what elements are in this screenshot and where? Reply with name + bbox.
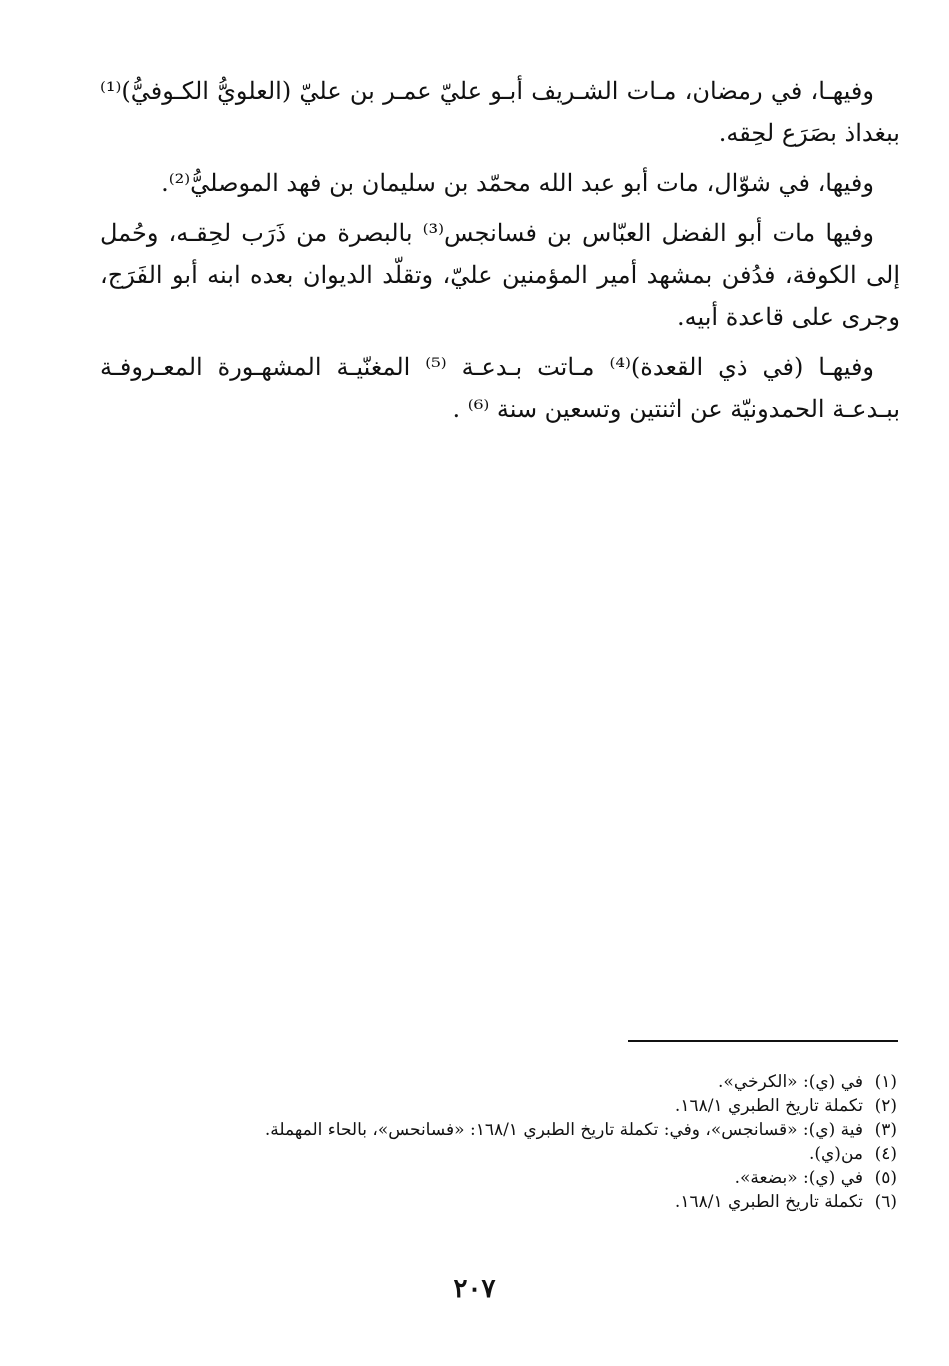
paragraph-shawwal: وفيها، في شوّال، مات أبو عبد الله محمّد بن سليمان بن فهد الموصليُّ⁽²⁾.: [161, 169, 874, 197]
footnote-6: [77, 1190, 897, 1214]
paragraph-dhul-qadah: وفيهـا (في ذي القعدة)⁽⁴⁾ مـاتت بـدعـة ⁽⁵⁾ المغنّيـة المشهـورة المعـروفـة ببـدعـة الحمدونيّة عن اثنتين وتسعين سنة ⁽⁶⁾ .: [100, 353, 900, 423]
footnote-2: [77, 1094, 897, 1118]
footnote-text: فية (ي): «قسانجس»، وفي: تكملة تاريخ الطبري ١٦٨/١: «فسانحس»، بالحاء المهملة.: [264, 1120, 863, 1140]
paragraph-ramadan: وفيهـا، في رمضان، مـات الشـريف أبـو عليّ عمـر بن عليّ (العلويُّ الكـوفيُّ)⁽¹⁾ ببغداذ بصَرَع لحِقه.: [100, 77, 900, 147]
main-text: [100, 70, 900, 438]
footnote-number: (٦): [874, 1192, 897, 1212]
footnotes: [77, 1070, 897, 1214]
footnote-number: (٢): [874, 1096, 897, 1116]
footnote-4: [77, 1142, 897, 1166]
footnote-text: في (ي): «الكرخي».: [718, 1072, 863, 1092]
paragraph-abbas: وفيها مات أبو الفضل العبّاس بن فسانجس⁽³⁾ بالبصرة من ذَرَب لحِقـه، وحُمل إلى الكوفة، فدُفن بمشهد أمير المؤمنين عليّ، وتقلّد الديوان بعده ابنه أبو الفَرَج، وجرى على قاعدة أبيه.: [100, 219, 900, 331]
footnote-text: في (ي): «بضعة».: [734, 1168, 863, 1188]
page-number: ٢٠٧: [453, 1274, 496, 1304]
footnote-number: (٥): [874, 1168, 897, 1188]
footnote-5: [77, 1166, 897, 1190]
footnote-text: تكملة تاريخ الطبري ١٦٨/١.: [674, 1096, 863, 1116]
footnote-number: (٣): [874, 1120, 897, 1140]
footnote-separator: [628, 1040, 898, 1042]
footnote-number: (٤): [874, 1144, 897, 1164]
footnote-3: [77, 1118, 897, 1142]
footnote-text: تكملة تاريخ الطبري ١٦٨/١.: [674, 1192, 863, 1212]
footnote-text: من(ي).: [808, 1144, 863, 1164]
footnote-number: (١): [874, 1072, 897, 1092]
footnote-1: [77, 1070, 897, 1094]
